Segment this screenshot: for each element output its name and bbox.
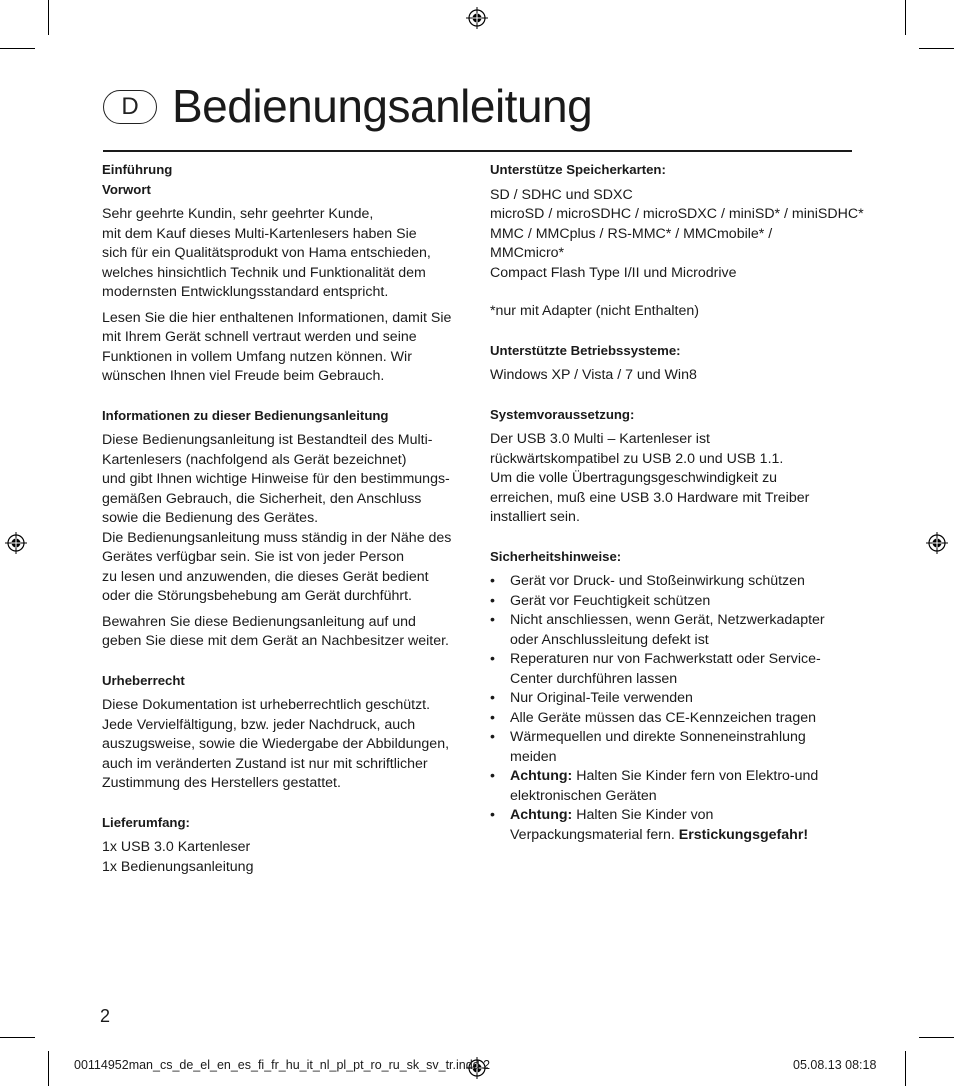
- language-badge: D: [103, 90, 157, 124]
- list-item: • Nur Original-Teile verwenden: [490, 689, 860, 709]
- crop-mark: [48, 0, 49, 35]
- crop-mark: [905, 0, 906, 35]
- list-item-warning: • Achtung: Halten Sie Kinder fern von Elektro-und elektronischen Geräten: [490, 767, 860, 806]
- list-item: 1x USB 3.0 Kartenleser: [102, 839, 251, 855]
- list-item: • Nicht anschliessen, wenn Gerät, Netzwerkadapter oder Anschlussleitung defekt ist: [490, 611, 860, 650]
- section-heading-cards: Unterstütze Speicherkarten:: [490, 162, 666, 177]
- paragraph-info-1: Diese Bedienungsanleitung ist Bestandteil des Multi- Kartenlesers (nachfolgend als Gerät bezeichnet) und gibt Ihnen wichtige Hinweise für den bestimmungs- gemäßen Gebrauch, die Sicherheit, den Anschluss sowie die Bedienung des Gerätes. Die Bedienungsanleitung muss ständig in der Nähe des Gerätes verfügbar sein. Sie ist von jeder Person zu lesen und anzuwenden, die dieses Gerät bedient oder die Störungsbehebung am Gerät durchführt.: [102, 432, 452, 604]
- paragraph-requirements: Der USB 3.0 Multi – Kartenleser ist rückwärtskompatibel zu USB 2.0 und USB 1.1. Um die volle Übertragungsgeschwindigkeit zu erreichen, muß eine USB 3.0 Hardware mit Treiber installiert sein.: [490, 431, 810, 525]
- crop-mark: [919, 48, 954, 49]
- crop-mark: [919, 1037, 954, 1038]
- cards-list: SD / SDHC und SDXC microSD / microSDHC / microSDXC / miniSD* / miniSDHC* MMC / MMCplus / RS-MMC* / MMCmobile* / MMCmicro* Compact Flash Type I/II und Microdrive: [490, 186, 864, 281]
- footer-filename: 00114952man_cs_de_el_en_es_fi_fr_hu_it_nl_pl_pt_ro_ru_sk_sv_tr.indd 2: [74, 1058, 491, 1072]
- list-item: • Wärmequellen und direkte Sonneneinstrahlung meiden: [490, 728, 860, 767]
- title-divider: [103, 150, 852, 152]
- section-heading-requirements: Systemvoraussetzung:: [490, 406, 635, 422]
- crop-mark: [0, 48, 35, 49]
- section-heading-safety: Sicherheitshinweise:: [490, 548, 622, 564]
- section-heading-copyright: Urheberrecht: [102, 672, 185, 688]
- right-column: [490, 160, 864, 845]
- paragraph-info-2: Bewahren Sie diese Bedienungsanleitung auf und geben Sie diese mit dem Gerät an Nachbesitzer weiter.: [102, 613, 449, 649]
- footer-timestamp: 05.08.13 08:18: [793, 1058, 877, 1072]
- left-column: [102, 160, 472, 877]
- paragraph-copyright: Diese Dokumentation ist urheberrechtlich geschützt. Jede Vervielfältigung, bzw. jeder Nachdruck, auch auszugsweise, sowie die Wiedergabe der Abbildungen, auch im veränderten Zustand ist nur mit schriftlicher Zustimmung des Herstellers gestattet.: [102, 697, 450, 791]
- page-number: 2: [100, 1006, 111, 1026]
- section-heading-scope: Lieferumfang:: [102, 814, 190, 830]
- registration-mark-icon: [466, 7, 488, 29]
- section-heading-os: Unterstützte Betriebssysteme:: [490, 342, 681, 358]
- registration-mark-icon: [926, 532, 948, 554]
- section-heading-info: Informationen zu dieser Bedienungsanleitung: [102, 407, 389, 423]
- cards-note: *nur mit Adapter (nicht Enthalten): [490, 303, 699, 319]
- safety-list: [490, 572, 860, 845]
- paragraph-intro-2: Lesen Sie die hier enthaltenen Informationen, damit Sie mit Ihrem Gerät schnell vertraut werden und seine Funktionen in vollem Umfang nutzen können. Wir wünschen Ihnen viel Freude beim Gebrauch.: [102, 309, 452, 384]
- list-item: • Gerät vor Feuchtigkeit schützen: [490, 592, 860, 612]
- paragraph-intro-1: Sehr geehrte Kundin, sehr geehrter Kunde, mit dem Kauf dieses Multi-Kartenlesers haben Sie sich für ein Qualitätsprodukt von Hama entschieden, welches hinsichtlich Technik und Funktionalität dem modernsten Entwicklungsstandard entspricht.: [102, 206, 431, 300]
- list-item: • Reperaturen nur von Fachwerkstatt oder Service- Center durchführen lassen: [490, 650, 860, 689]
- list-item: • Alle Geräte müssen das CE-Kennzeichen tragen: [490, 709, 860, 729]
- crop-mark: [48, 1051, 49, 1086]
- crop-mark: [905, 1051, 906, 1086]
- list-item: • Gerät vor Druck- und Stoßeinwirkung schützen: [490, 572, 860, 592]
- list-item: 1x Bedienungsanleitung: [102, 858, 254, 875]
- section-heading-intro: Einführung: [102, 162, 173, 177]
- os-text: Windows XP / Vista / 7 und Win8: [490, 367, 697, 383]
- registration-mark-icon: [5, 532, 27, 554]
- page-title: Bedienungsanleitung: [172, 80, 593, 132]
- scope-list: [102, 838, 472, 877]
- crop-mark: [0, 1037, 35, 1038]
- list-item-warning: • Achtung: Halten Sie Kinder von Verpackungsmaterial fern. Erstickungsgefahr!: [490, 806, 860, 845]
- section-subheading-foreword: Vorwort: [102, 181, 151, 197]
